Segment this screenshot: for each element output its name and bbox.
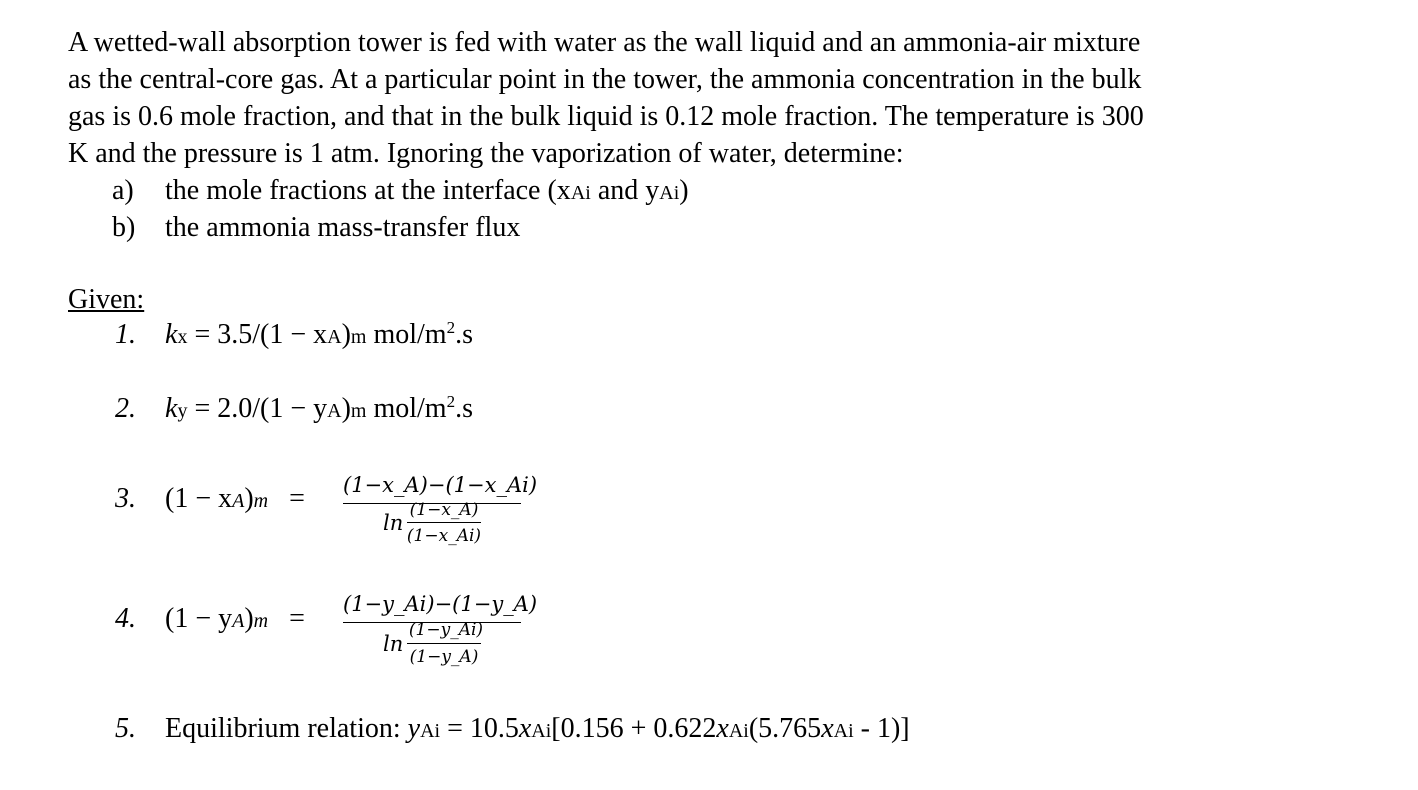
problem-line-2: as the central-core gas. At a particular point in the tower, the ammonia concentration in the bulk [68,64,1142,95]
given-item-1: 1. kx = 3.5/(1 − xA)m mol/$m^2.s$ [115,318,473,350]
fraction-3-inner-denominator: (1−x_Ai) [406,526,482,546]
problem-statement [68,24,1328,246]
given-item-4: 4. (1 − yA)m = [115,603,305,634]
fraction-4-inner-bar [407,643,481,644]
part-b: b) the ammonia mass-transfer flux [68,209,1328,246]
part-a-label: a) [112,175,134,206]
part-a: a) the mole fractions at the interface (xAi and yAi) [68,172,1328,209]
problem-line-3: gas is 0.6 mole fraction, and that in the bulk liquid is 0.12 mole fraction. The temperature is 300 [68,101,1144,132]
fraction-4-inner-denominator: (1−y_A) [409,647,479,667]
problem-line-4: K and the pressure is 1 atm. Ignoring the vaporization of water, determine: [68,138,904,169]
given-heading: Given: [68,284,145,315]
part-b-label: b) [112,212,136,243]
fraction-4-inner-numerator: (1−y_Ai) [408,620,484,640]
given-item-3: 3. (1 − xA)m = [115,483,305,514]
given-item-5: 5. Equilibrium relation: yAi = 10.5xAi[0.156 + 0.622xAi(5.765xAi - 1)] [115,713,910,744]
fraction-3-ln: ln [383,511,404,535]
fraction-3-inner-bar [407,522,481,523]
fraction-4-ln: ln [383,632,404,656]
fraction-3-inner-numerator: (1−x_A) [409,500,479,520]
given-item-2: 2. ky = 2.0/(1 − yA)m mol/$m^2.s$ [115,392,473,424]
fraction-3-numerator: (1−x_A)−(1−x_Ai) [343,473,538,497]
problem-line-1: A wetted-wall absorption tower is fed with water as the wall liquid and an ammonia-air mixture [68,27,1141,58]
fraction-4-numerator: (1−y_Ai)−(1−y_A) [343,592,538,616]
question-parts [68,172,1328,246]
